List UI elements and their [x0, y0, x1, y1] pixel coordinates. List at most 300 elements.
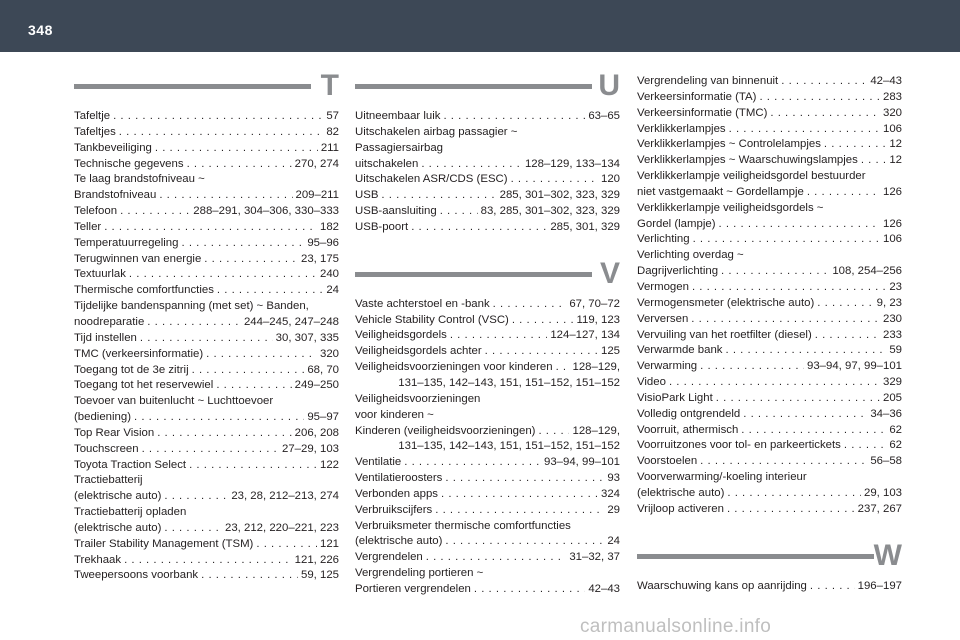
entry-term: Toegang tot het reservewiel — [74, 379, 214, 392]
index-entry — [355, 550, 620, 566]
index-entry — [74, 553, 339, 569]
entry-line — [355, 424, 620, 440]
dot-leader — [426, 550, 567, 566]
dot-leader — [217, 283, 323, 299]
index-entry — [74, 157, 339, 173]
dot-leader — [113, 109, 323, 125]
entry-line — [637, 153, 902, 169]
index-entry — [74, 331, 339, 347]
entry-line — [74, 363, 339, 379]
entry-pages: 230 — [882, 312, 902, 325]
entry-term: Veiligheidsgordels — [355, 329, 447, 342]
entry-term: Vehicle Stability Control (VSC) — [355, 313, 509, 326]
entry-pages: 124–127, 134 — [550, 329, 620, 342]
entry-pages: 42–43 — [588, 582, 620, 595]
entry-term: Telefoon — [74, 205, 118, 218]
index-entry — [74, 426, 339, 442]
entry-line — [355, 471, 620, 487]
entry-line — [74, 315, 339, 331]
entry-term: Touchscreen — [74, 442, 139, 455]
entry-line — [637, 328, 902, 344]
index-entry — [637, 280, 902, 296]
entry-pages: 9, 23 — [876, 296, 902, 309]
entry-term: Voorruit, athermisch — [637, 423, 739, 436]
entry-pages: 63–65 — [588, 110, 620, 122]
entry-term: Vermogensmeter (elektrische auto) — [637, 296, 815, 309]
index-entry — [637, 248, 902, 280]
section-heading — [637, 540, 902, 572]
entry-pages: 209–211 — [295, 189, 339, 202]
entry-term: noodreparatie — [74, 315, 145, 328]
dot-leader — [538, 424, 569, 440]
dot-leader — [450, 328, 547, 344]
entry-list — [637, 74, 902, 518]
section-letter: T — [320, 69, 339, 102]
index-entry — [637, 407, 902, 423]
entry-pages: 121 — [319, 537, 339, 550]
entry-term: Top Rear Vision — [74, 426, 155, 439]
index-entry — [637, 201, 902, 233]
dot-leader — [204, 252, 298, 268]
entry-heading-line: Tijdelijke bandenspanning (met set) ~ Banden, — [74, 300, 309, 313]
entry-line — [355, 188, 620, 204]
index-entry — [355, 109, 620, 125]
entry-pages: 120 — [600, 173, 620, 186]
entry-pages: 324 — [600, 487, 620, 500]
section-heading — [355, 70, 620, 102]
index-entry — [74, 236, 339, 252]
dot-leader — [147, 315, 241, 331]
entry-term: (bediening) — [74, 411, 131, 424]
index-entry — [637, 312, 902, 328]
entry-pages: 12 — [889, 154, 902, 167]
entry-term: Volledig ontgrendeld — [637, 407, 741, 420]
index-entry — [74, 141, 339, 157]
entry-pages: 196–197 — [857, 579, 902, 592]
dot-leader — [120, 204, 190, 220]
dot-leader — [511, 172, 598, 188]
entry-pages: 56–58 — [870, 455, 902, 468]
entry-heading-line: Toevoer van buitenlucht ~ Luchttoevoer — [74, 395, 274, 408]
index-entry — [74, 458, 339, 474]
dot-leader — [781, 74, 867, 90]
index-entry — [355, 360, 620, 392]
index-entry — [74, 378, 339, 394]
entry-heading-line: Vergrendeling portieren ~ — [355, 567, 484, 580]
entry-line — [74, 331, 339, 347]
entry-pages: 249–250 — [294, 379, 339, 392]
entry-term: Veiligheidsgordels achter — [355, 345, 482, 358]
entry-heading-line: Tractiebatterij — [74, 474, 143, 487]
index-entry — [637, 502, 902, 518]
dot-leader — [164, 521, 222, 537]
entry-line — [74, 125, 339, 141]
dot-leader — [669, 375, 880, 391]
index-entry — [637, 454, 902, 470]
entry-line — [355, 204, 620, 220]
entry-pages: 211 — [320, 141, 339, 154]
dot-leader — [810, 579, 855, 595]
index-entry — [637, 106, 902, 122]
index-entry — [637, 153, 902, 169]
entry-line — [637, 296, 902, 312]
entry-term: Portieren vergrendelen — [355, 582, 471, 595]
dot-leader — [445, 471, 604, 487]
entry-term: Verklikkerlampjes — [637, 122, 726, 135]
watermark: carmanualsonline.info — [580, 616, 772, 637]
entry-pages: 121, 226 — [294, 553, 339, 566]
dot-leader — [104, 220, 317, 236]
entry-line — [637, 122, 902, 138]
entry-term: USB — [355, 189, 379, 202]
index-section — [355, 70, 620, 236]
index-entry — [74, 252, 339, 268]
index-section — [637, 74, 902, 518]
index-entry — [74, 394, 339, 426]
dot-leader — [206, 347, 317, 363]
dot-leader — [716, 391, 880, 407]
entry-line — [355, 550, 620, 566]
entry-line — [355, 344, 620, 360]
entry-term: Verkeersinformatie (TA) — [637, 90, 757, 103]
section-rule — [74, 84, 311, 89]
entry-term: Ventilatie — [355, 456, 402, 469]
entry-heading-line: Passagiersairbag — [355, 141, 444, 154]
entry-list — [74, 109, 339, 584]
entry-pages: 122 — [319, 458, 339, 471]
entry-heading-line: Voorverwarming/-koeling interieur — [637, 471, 807, 484]
entry-term: Vergrendelen — [355, 551, 423, 564]
dot-leader — [181, 236, 304, 252]
index-column-1 — [74, 70, 339, 606]
entry-term: (elektrische auto) — [637, 486, 725, 499]
entry-pages: 283 — [882, 90, 902, 103]
entry-pages: 67, 70–72 — [569, 297, 620, 310]
entry-pages: 23, 28, 212–213, 274 — [231, 490, 339, 503]
entry-term: Vaste achterstoel en -bank — [355, 297, 490, 310]
entry-heading-line: Verlichting overdag ~ — [637, 249, 744, 262]
entry-pages: 34–36 — [870, 407, 902, 420]
entry-line — [637, 423, 902, 439]
entry-pages: 128–129, 133–134 — [524, 157, 620, 170]
dot-leader — [700, 454, 867, 470]
entry-term: Verbruikscijfers — [355, 503, 433, 516]
dot-leader — [727, 502, 855, 518]
entry-line — [637, 454, 902, 470]
index-entry — [355, 487, 620, 503]
entry-line — [74, 141, 339, 157]
dot-leader — [692, 280, 886, 296]
dot-leader — [124, 553, 292, 569]
entry-pages: 23, 175 — [300, 252, 339, 265]
entry-line — [74, 220, 339, 236]
entry-line — [637, 438, 902, 454]
entry-line — [74, 283, 339, 299]
index-column-2 — [355, 70, 620, 620]
dot-leader — [411, 220, 547, 236]
entry-term: Verkeersinformatie (TMC) — [637, 106, 768, 119]
index-entry — [637, 296, 902, 312]
entry-pages: 24 — [326, 284, 339, 297]
entry-pages: 27–29, 103 — [281, 442, 339, 455]
entry-line — [637, 486, 902, 502]
entry-list — [355, 297, 620, 598]
index-entry — [637, 470, 902, 502]
entry-pages: 82 — [326, 125, 339, 138]
entry-line — [637, 185, 902, 201]
dot-leader — [721, 264, 829, 280]
entry-pages: 29, 103 — [863, 486, 902, 499]
dot-leader — [192, 363, 305, 379]
entry-pages-continued: 131–135, 142–143, 151, 151–152, 151–152 — [398, 440, 620, 453]
entry-term: (elektrische auto) — [355, 535, 443, 548]
entry-list — [355, 109, 620, 236]
entry-line — [74, 458, 339, 474]
entry-term: Vervuiling van het roetfilter (diesel) — [637, 328, 812, 341]
index-entry — [355, 204, 620, 220]
entry-term: Brandstofniveau — [74, 189, 157, 202]
entry-term: Verwarming — [637, 360, 698, 373]
index-entry — [355, 455, 620, 471]
entry-pages: 126 — [882, 185, 902, 198]
entry-heading-line: voor kinderen ~ — [355, 408, 434, 421]
dot-leader — [119, 125, 324, 141]
dot-leader — [729, 122, 880, 138]
entry-line — [74, 537, 339, 553]
dot-leader — [435, 503, 604, 519]
dot-leader — [691, 312, 880, 328]
entry-pages: 205 — [882, 391, 902, 404]
entry-line — [355, 328, 620, 344]
entry-line — [637, 391, 902, 407]
index-entry — [74, 568, 339, 584]
entry-pages: 42–43 — [870, 75, 902, 87]
entry-term: Textuurlak — [74, 268, 126, 281]
entry-pages: 106 — [882, 233, 902, 246]
entry-line — [637, 407, 902, 423]
entry-line — [74, 426, 339, 442]
entry-line — [74, 442, 339, 458]
entry-pages: 285, 301–302, 323, 329 — [499, 189, 620, 202]
entry-pages: 329 — [882, 376, 902, 389]
entry-term: Voorstoelen — [637, 455, 698, 468]
entry-pages: 24 — [607, 535, 620, 548]
dot-leader — [512, 313, 574, 329]
entry-term: Gordel (lampje) — [637, 217, 716, 230]
index-entry — [355, 125, 620, 173]
dot-leader — [861, 153, 887, 169]
entry-pages: 288–291, 304–306, 330–333 — [193, 205, 339, 218]
entry-pages: 23, 212, 220–221, 223 — [224, 521, 339, 534]
entry-line — [74, 378, 339, 394]
dot-leader — [187, 157, 292, 173]
entry-term: Tweepersoons voorbank — [74, 569, 199, 582]
entry-line — [355, 220, 620, 236]
entry-term: (elektrische auto) — [74, 490, 162, 503]
dot-leader — [824, 137, 886, 153]
index-entry — [355, 392, 620, 455]
entry-pages: 320 — [319, 347, 339, 360]
dot-leader — [142, 442, 279, 458]
entry-pages: 93–94, 99–101 — [543, 456, 620, 469]
entry-term: VisioPark Light — [637, 391, 713, 404]
entry-line — [637, 137, 902, 153]
entry-pages: 270, 274 — [294, 157, 339, 170]
entry-term: Video — [637, 376, 666, 389]
entry-pages: 57 — [326, 110, 339, 122]
entry-line — [637, 343, 902, 359]
index-entry — [637, 391, 902, 407]
dot-leader — [719, 217, 880, 233]
page-number: 348 — [28, 22, 53, 38]
entry-term: Toegang tot de 3e zitrij — [74, 363, 189, 376]
entry-line — [74, 267, 339, 283]
entry-pages-continued: 131–135, 142–143, 151, 151–152, 151–152 — [398, 376, 620, 389]
entry-term: Dagrijverlichting — [637, 265, 719, 278]
index-section — [74, 70, 339, 584]
dot-leader — [216, 378, 291, 394]
index-entry — [637, 579, 902, 595]
entry-term: Verwarmde bank — [637, 344, 723, 357]
entry-line — [355, 109, 620, 125]
index-entry — [74, 363, 339, 379]
index-entry — [637, 122, 902, 138]
index-entry — [637, 423, 902, 439]
index-entry — [637, 343, 902, 359]
entry-pages: 128–129, — [572, 361, 620, 374]
dot-leader — [441, 487, 598, 503]
entry-pages: 93–94, 97, 99–101 — [806, 360, 902, 373]
entry-heading-line: Uitschakelen airbag passagier ~ — [355, 125, 518, 138]
entry-term: Veiligheidsvoorzieningen voor kinderen — [355, 361, 553, 374]
index-entry — [74, 347, 339, 363]
dot-leader — [140, 331, 273, 347]
entry-heading-line: Veiligheidsvoorzieningen — [355, 392, 481, 405]
entry-term: Waarschuwing kans op aanrijding — [637, 579, 807, 592]
index-entry — [74, 172, 339, 204]
entry-line — [637, 280, 902, 296]
entry-term: USB-poort — [355, 220, 409, 233]
entry-pages: 62 — [889, 423, 902, 436]
entry-term: niet vastgemaakt ~ Gordellampje — [637, 185, 804, 198]
entry-line — [355, 582, 620, 598]
dot-leader — [404, 455, 541, 471]
entry-line — [637, 579, 902, 595]
entry-pages: 62 — [889, 439, 902, 452]
entry-term: Tafeltjes — [74, 125, 116, 138]
index-entry — [355, 471, 620, 487]
entry-line — [74, 204, 339, 220]
entry-pages: 93 — [607, 472, 620, 485]
index-entry — [355, 297, 620, 313]
entry-line — [355, 487, 620, 503]
entry-line — [355, 297, 620, 313]
dot-leader — [844, 438, 886, 454]
entry-term: Verklikkerlampjes ~ Waarschuwingslampjes — [637, 154, 858, 167]
dot-leader — [759, 90, 880, 106]
entry-line — [355, 455, 620, 471]
entry-pages: 182 — [319, 220, 339, 233]
section-rule — [355, 272, 592, 277]
entry-term: Ventilatieroosters — [355, 472, 443, 485]
entry-pages: 126 — [882, 217, 902, 230]
entry-pages: 125 — [600, 345, 620, 358]
index-entry — [74, 505, 339, 537]
entry-line — [637, 217, 902, 233]
entry-term: Tafeltje — [74, 110, 111, 122]
index-entry — [637, 359, 902, 375]
entry-heading-line: Tractiebatterij opladen — [74, 506, 187, 519]
entry-term: Kinderen (veiligheidsvoorzieningen) — [355, 424, 536, 437]
index-column-3 — [637, 74, 902, 616]
entry-term: (elektrische auto) — [74, 521, 162, 534]
entry-term: Uitneembaar luik — [355, 110, 441, 122]
entry-list — [637, 579, 902, 595]
index-section — [355, 258, 620, 598]
entry-pages: 59 — [889, 344, 902, 357]
entry-pages: 30, 307, 335 — [275, 331, 339, 344]
index-entry — [74, 283, 339, 299]
entry-term: USB-aansluiting — [355, 205, 437, 218]
entry-term: Verbonden apps — [355, 487, 438, 500]
index-entry — [355, 503, 620, 519]
entry-line — [355, 313, 620, 329]
entry-term: Vrijloop activeren — [637, 502, 724, 515]
dot-leader — [157, 426, 291, 442]
entry-line — [74, 410, 339, 426]
section-rule — [355, 84, 592, 89]
dot-leader — [727, 486, 861, 502]
dot-leader — [474, 582, 585, 598]
entry-line — [637, 74, 902, 90]
entry-line — [355, 157, 620, 173]
dot-leader — [770, 106, 880, 122]
index-entry — [637, 375, 902, 391]
index-entry — [74, 109, 339, 125]
entry-term: Voorruitzones voor tol- en parkeertickets — [637, 439, 841, 452]
index-entry — [637, 232, 902, 248]
index-entry — [637, 169, 902, 201]
index-entry — [355, 344, 620, 360]
index-entry — [637, 137, 902, 153]
dot-leader — [743, 407, 867, 423]
dot-leader — [155, 141, 318, 157]
dot-leader — [159, 188, 292, 204]
section-letter: W — [873, 538, 902, 572]
entry-term: Vermogen — [637, 280, 689, 293]
index-entry — [637, 328, 902, 344]
entry-heading-line: Verklikkerlampje veiligheidsgordels ~ — [637, 201, 824, 214]
entry-line — [355, 534, 620, 550]
dot-leader — [815, 328, 880, 344]
dot-leader — [440, 204, 478, 220]
entry-term: Trailer Stability Management (TSM) — [74, 537, 254, 550]
dot-leader — [817, 296, 873, 312]
dot-leader — [421, 157, 522, 173]
entry-pages: 68, 70 — [307, 363, 339, 376]
index-entry — [74, 442, 339, 458]
entry-term: Verversen — [637, 312, 689, 325]
dot-leader — [129, 267, 317, 283]
dot-leader — [381, 188, 496, 204]
index-entry — [74, 125, 339, 141]
entry-pages: 106 — [882, 122, 902, 135]
page-header-bar — [0, 0, 960, 52]
index-entry — [74, 220, 339, 236]
entry-pages: 23 — [889, 280, 902, 293]
dot-leader — [164, 489, 228, 505]
entry-pages: 31–32, 37 — [569, 551, 620, 564]
